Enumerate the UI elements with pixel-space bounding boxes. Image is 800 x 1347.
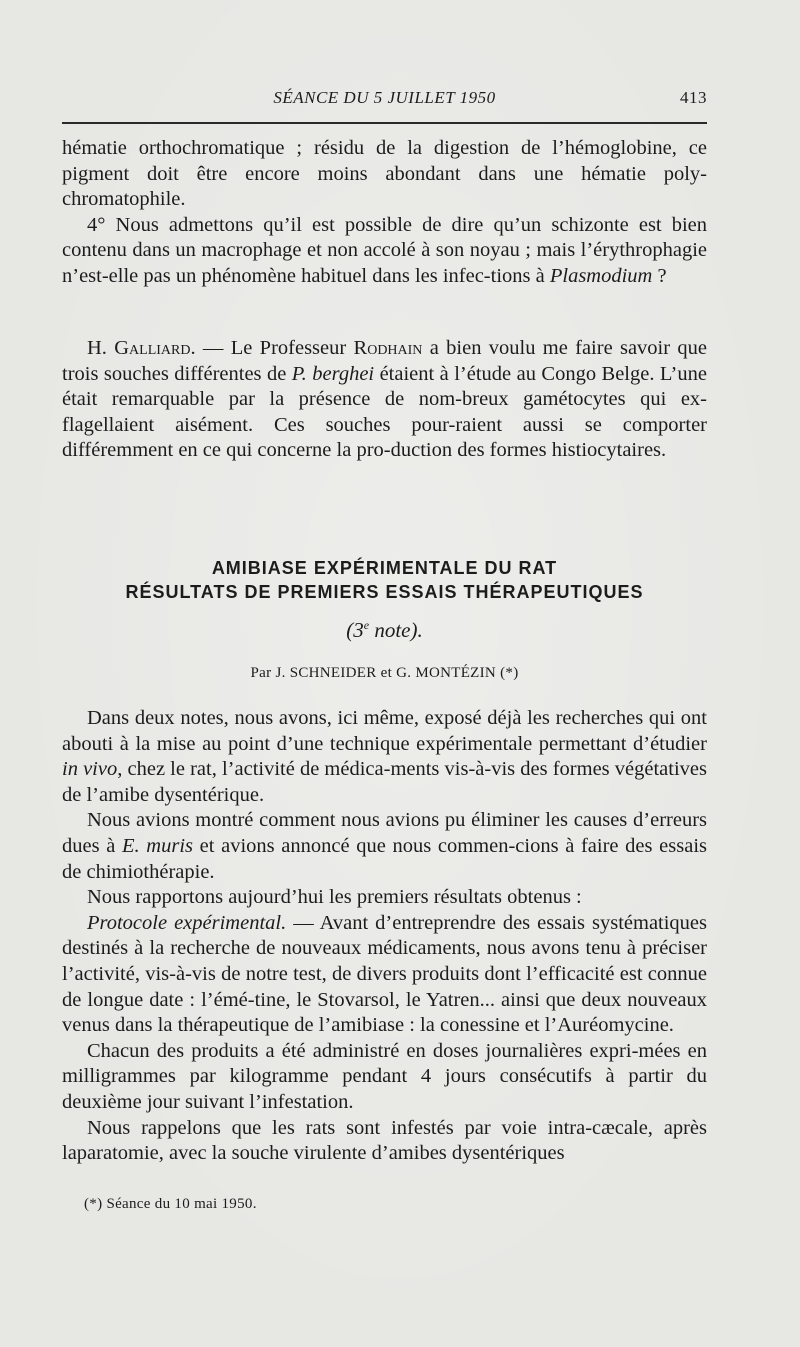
name-rodhain: Rodhain [353,337,423,359]
article-paragraph-4: Protocole expérimental. — Avant d’entreprendre des essais systématiques destinés à la recherche de nouveaux médicaments, nous avons tenu à préciser l’activité, vis-à-vis de notre test, de divers produits dont l’efficacité est connue de longue date : l’émé-tine, le Stovarsol, le Yatren... ainsi que deux nouveaux venus dans la thérapeutique de l’amibiase : la conessine et l’Auréomycine. [62,911,708,1037]
paragraph-hematie: hématie orthochromatique ; résidu de la digestion de l’hémoglobine, ce pigment doit être encore moins abondant dans une hématie poly-chromatophile. [62,137,707,211]
byline: Par J. SCHNEIDER et G. MONTÉZIN (*) [250,665,519,681]
article-title-line-2: RÉSULTATS DE PREMIERS ESSAIS THÉRAPEUTIQUES [125,582,644,602]
note-number: (3e note). [346,618,423,642]
paragraph-point-4: 4° Nous admettons qu’il est possible de dire qu’un schizonte est bien contenu dans un macrophage et non accolé à son noyau ; mais l’érythrophagie n’est-elle pas un phénomène habituel dans les infec-tions à Plasmodium ? [62,213,707,287]
page-number: 413 [680,88,707,107]
running-title: SÉANCE DU 5 JUILLET 1950 [273,88,496,107]
running-head [62,88,707,118]
article-title [62,556,707,604]
article-paragraph-5: Chacun des produits a été administré en doses journalières expri-mées en milligrammes par kilogramme pendant 4 jours consécutifs à partir du deuxième jour suivant l’infestation. [62,1039,707,1113]
footnote: (*) Séance du 10 mai 1950. [84,1196,257,1212]
plasmodium-term: Plasmodium [549,264,653,287]
article-body [62,706,707,1167]
article-paragraph-2: Nous avions montré comment nous avions pu éliminer les causes d’erreurs dues à E. muris et avions annoncé que nous commen-cions à faire des essais de chimiothérapie. [62,809,707,883]
article-paragraph-1: Dans deux notes, nous avons, ici même, exposé déjà les recherches qui ont abouti à la mise au point d’une technique expérimentale permettant d’étudier in vivo, chez le rat, l’activité de médica-ments vis-à-vis des formes végétatives de l’amibe dysentérique. [62,707,707,806]
continued-text [62,136,707,290]
author-galliard: H. Galliard. [87,337,196,359]
paragraph-galliard: H. Galliard. — Le Professeur Rodhain a bien voulu me faire savoir que trois souches différentes de P. berghei étaient à l’étude au Congo Belge. L’une était remarquable par la présence de nom-breux gamétocytes qui ex-flagellaient aisément. Ces souches pour-raient aussi se comporter différemment en ce qui concerne la pro-duction des formes histiocytaires. [62,337,707,462]
article-paragraph-3: Nous rapportons aujourd’hui les premiers résultats obtenus : [87,886,582,909]
species-name: P. berghei [291,362,375,385]
header-rule [62,122,707,124]
galliard-remark [62,336,707,464]
article-title-line-1: AMIBIASE EXPÉRIMENTALE DU RAT [211,558,558,578]
article-paragraph-6: Nous rappelons que les rats sont infestés par voie intra-cæcale, après laparatomie, avec la souche virulente d’amibes dysentériques [62,1116,707,1165]
